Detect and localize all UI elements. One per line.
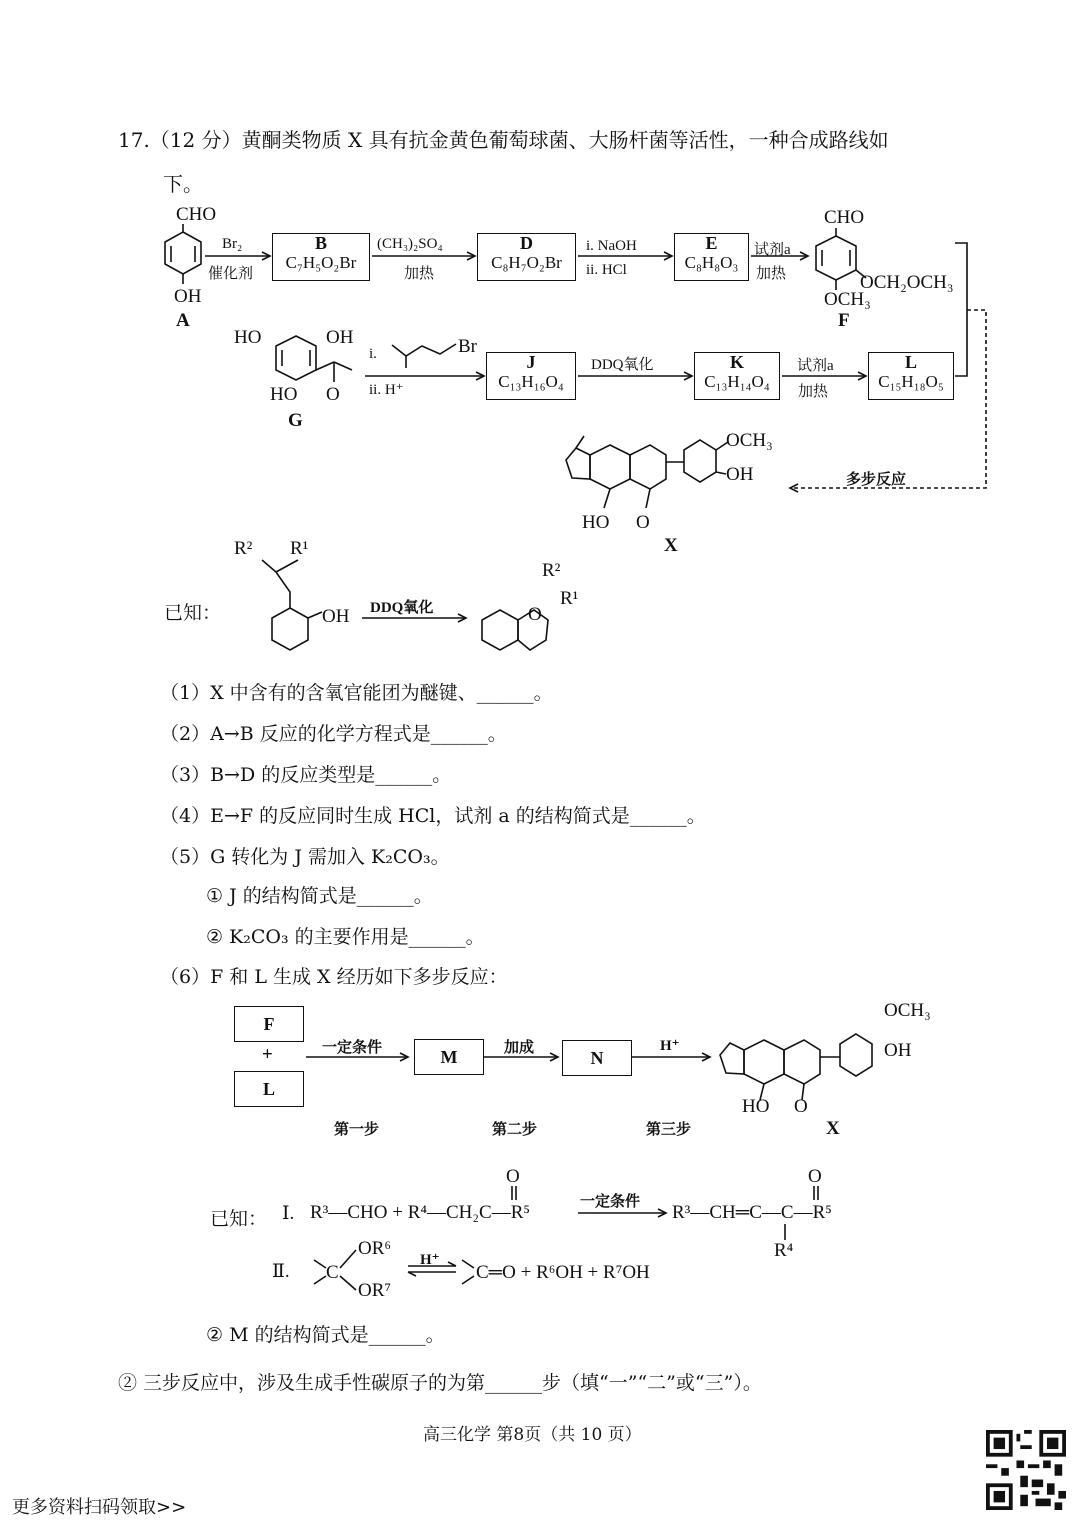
compound-x-ring-b [684, 440, 716, 482]
multistep-l-box [234, 1071, 304, 1107]
compound-k-box [694, 352, 780, 400]
step3-label: 第三步 [646, 1122, 692, 1138]
compound-a-label: A [176, 310, 190, 331]
multistep-m-box [414, 1039, 484, 1075]
j-name: J [526, 352, 536, 372]
subquestion-6: （6）F 和 L 生成 X 经历如下多步反应： [160, 966, 508, 988]
multistep-arrow1: 一定条件 [322, 1040, 383, 1056]
arrow5-step1: i. [369, 346, 377, 362]
d-formula: C₈H₇O₂Br [491, 253, 562, 272]
known1-product-r2: R² [542, 560, 561, 581]
compound-f-label: F [838, 310, 850, 331]
e-formula: C₈H₈O₃ [684, 253, 739, 272]
compound-j-box [486, 352, 576, 400]
l-formula: C₁₅H₁₈O₅ [878, 372, 944, 391]
multistep-l: L [262, 1079, 275, 1099]
subquestion-5-2: ② K₂CO₃ 的主要作用是______。 [206, 926, 485, 948]
subquestion-4: （4）E→F 的反应同时生成 HCl，试剂 a 的结构简式是______。 [160, 805, 706, 827]
arrow1-reagent: Br₂ [222, 236, 243, 252]
arrow4-condition: 加热 [756, 266, 787, 282]
compound-e-box [674, 233, 749, 281]
known-phenol-ring [272, 608, 308, 650]
subquestion-2: （2）A→B 反应的化学方程式是______。 [160, 723, 507, 745]
known1-r2: R² [234, 538, 253, 559]
compound-b-box [272, 233, 370, 281]
footer-promo: 更多资料扫码领取>> [12, 1497, 187, 1518]
x-ho: HO [582, 512, 610, 533]
multistep-x-oh: OH [884, 1040, 912, 1061]
subquestion-1: （1）X 中含有的含氧官能团为醚键、______。 [160, 682, 553, 704]
multistep-n-box [562, 1040, 632, 1076]
known2-ii-or6: OR⁶ [358, 1238, 392, 1259]
known2-ii-right: C═O + R⁶OH + R⁷OH [476, 1262, 650, 1283]
arrow3-reagent: i. NaOH [586, 238, 637, 254]
x-o: O [636, 512, 650, 533]
arrow1-condition: 催化剂 [208, 266, 254, 282]
known2-i-left: R³—CHO + R⁴—CH₂C—R⁵ [310, 1202, 530, 1223]
multistep-plus: + [262, 1044, 273, 1065]
known1-r1: R¹ [290, 538, 309, 559]
arrow4-reagent: 试剂a [754, 242, 791, 258]
f-substituent2: OCH₃ [824, 289, 871, 310]
k-name: K [729, 352, 744, 372]
compound-d-box [477, 233, 576, 281]
question-title: 17.（12 分）黄酮类物质 X 具有抗金黄色葡萄球菌、大肠杆菌等活性，一种合成路线如 [118, 128, 889, 152]
f-substituent1: OCH₂OCH₃ [860, 272, 954, 293]
known2-i-o1: O [506, 1166, 520, 1187]
g-ho2: HO [270, 384, 298, 405]
multistep-f: F [263, 1014, 275, 1034]
known2-i-prefix: Ⅰ. [282, 1203, 295, 1224]
subquestion-3: （3）B→D 的反应类型是______。 [160, 764, 452, 786]
e-name: E [705, 233, 718, 253]
b-formula: C₇H₅O₂Br [285, 253, 357, 272]
g-ho1: HO [234, 327, 262, 348]
compound-x-label: X [664, 535, 678, 556]
known2-ii-c: C [326, 1262, 339, 1283]
known2-i-condition: 一定条件 [580, 1194, 641, 1210]
arrow3-condition: ii. HCl [586, 262, 627, 278]
subquestion-5-1: ① J 的结构简式是______。 [206, 885, 433, 907]
arrow6-reagent: DDQ氧化 [591, 357, 654, 373]
a-cho-label: CHO [176, 204, 217, 225]
step2-label: 第二步 [492, 1122, 538, 1138]
arrow5-br: Br [458, 336, 477, 357]
l-name: L [904, 352, 917, 372]
f-cho-label: CHO [824, 207, 865, 228]
multistep-x-ho: HO [742, 1096, 770, 1117]
arrow7-reagent: 试剂a [797, 358, 834, 374]
compound-x-ring-a [590, 445, 630, 489]
known2-i-r4: R⁴ [774, 1240, 794, 1261]
known1-label: 已知： [164, 603, 222, 624]
multistep-n: N [590, 1048, 604, 1068]
a-oh-label: OH [174, 286, 202, 307]
k-formula: C₁₃H₁₄O₄ [704, 372, 770, 391]
multistep-m: M [440, 1047, 458, 1067]
d-name: D [520, 233, 533, 253]
compound-l-box [868, 352, 954, 400]
g-o: O [326, 384, 340, 405]
arrow2-reagent: (CH₃)₂SO₄ [377, 236, 443, 252]
final-question-1: ② M 的结构简式是______。 [206, 1324, 445, 1346]
qr-code-icon [986, 1430, 1066, 1510]
x-och3: OCH₃ [726, 430, 773, 451]
known2-i-o2: O [808, 1166, 822, 1187]
arrow7-condition: 加热 [798, 384, 829, 400]
subquestion-5: （5）G 转化为 J 需加入 K₂CO₃。 [160, 846, 450, 868]
arrow5-step2: ii. H⁺ [369, 382, 404, 398]
compound-g-label: G [288, 410, 303, 431]
known2-ii-or7: OR⁷ [358, 1280, 392, 1301]
j-formula: C₁₃H₁₆O₄ [498, 372, 564, 391]
multistep-x-o: O [794, 1096, 808, 1117]
known2-ii-h: H⁺ [420, 1252, 440, 1268]
dashed-arrow-label: 多步反应 [846, 472, 907, 488]
multistep-arrow3: H⁺ [660, 1038, 680, 1054]
g-oh: OH [326, 327, 354, 348]
multistep-x-och3: OCH₃ [884, 1000, 931, 1021]
final-question-2: ② 三步反应中，涉及生成手性碳原子的为第______步（填“一”“二”或“三”）。 [118, 1372, 762, 1394]
multistep-arrow2: 加成 [504, 1040, 535, 1056]
step1-label: 第一步 [334, 1122, 380, 1138]
known1-product-o: O [528, 604, 542, 625]
known1-arrow-label: DDQ氧化 [370, 600, 434, 616]
known2-ii-prefix: Ⅱ. [272, 1261, 290, 1282]
known2-label: 已知： [210, 1209, 268, 1230]
known1-oh: OH [322, 606, 350, 627]
x-oh: OH [726, 464, 754, 485]
arrow2-condition: 加热 [404, 266, 435, 282]
multistep-x-label: X [826, 1118, 840, 1139]
known1-product-r1: R¹ [560, 588, 579, 609]
page-footer: 高三化学 第8页（共 10 页） [423, 1425, 642, 1445]
question-title-cont: 下。 [163, 172, 203, 196]
known2-i-right: R³—CH═C—C—R⁵ [672, 1202, 832, 1223]
b-name: B [314, 233, 327, 253]
multistep-f-box [234, 1006, 304, 1042]
